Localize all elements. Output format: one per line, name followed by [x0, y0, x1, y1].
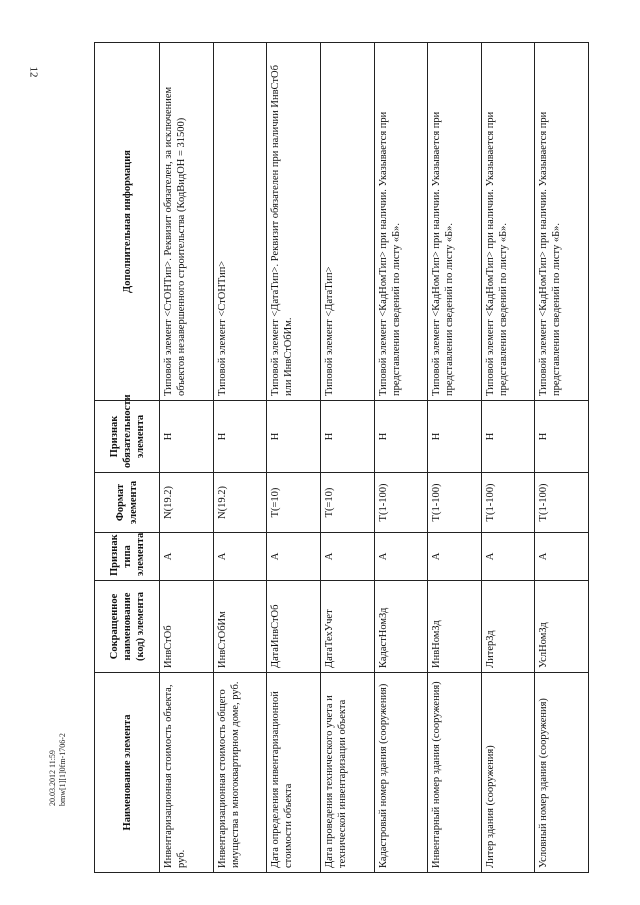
cell-type: А	[481, 533, 535, 581]
cell-name: Инвентаризационная стоимость объекта, руб.	[160, 673, 214, 873]
footer-stamp-line-1: 20.03.2012 11:59	[48, 750, 57, 806]
header-element-required: Признак обязательности элемента	[95, 401, 160, 473]
cell-required: Н	[374, 401, 428, 473]
table-row	[320, 43, 374, 873]
cell-required: Н	[320, 401, 374, 473]
cell-info: Типовой элемент <КадНомТип> при наличии. Указывается при представлении сведений по листу «Б».	[481, 43, 535, 401]
cell-type: А	[160, 533, 214, 581]
cell-code: ИнвНомЗд	[428, 581, 482, 673]
table-row	[535, 43, 589, 873]
cell-code: ЛитерЗд	[481, 581, 535, 673]
cell-name: Кадастровый номер здания (сооружения)	[374, 673, 428, 873]
cell-type: А	[213, 533, 267, 581]
table-row	[374, 43, 428, 873]
cell-code: КадастНомЗд	[374, 581, 428, 673]
cell-type: А	[428, 533, 482, 581]
cell-info: Типовой элемент <СтОНТип>	[213, 43, 267, 401]
cell-type: А	[320, 533, 374, 581]
header-element-name: Наименование элемента	[95, 673, 160, 873]
cell-format: T(=10)	[267, 473, 321, 533]
rotated-table-container	[94, 43, 589, 873]
table-row	[160, 43, 214, 873]
cell-required: Н	[428, 401, 482, 473]
cell-format: T(1-100)	[428, 473, 482, 533]
cell-format: T(1-100)	[374, 473, 428, 533]
cell-required: Н	[160, 401, 214, 473]
cell-type: А	[267, 533, 321, 581]
table-row	[267, 43, 321, 873]
footer-stamp	[48, 733, 68, 806]
footer-stamp-line-2: bmw[1][1]0fm-1706-2	[58, 733, 67, 806]
cell-code: ДатаИнвСтОб	[267, 581, 321, 673]
cell-name: Дата проведения технического учета и технической инвентаризации объекта	[320, 673, 374, 873]
cell-name: Условный номер здания (сооружения)	[535, 673, 589, 873]
cell-required: Н	[213, 401, 267, 473]
cell-required: Н	[481, 401, 535, 473]
cell-format: N(19.2)	[213, 473, 267, 533]
cell-code: ИнвСтОб	[160, 581, 214, 673]
cell-required: Н	[267, 401, 321, 473]
cell-format: T(1-100)	[481, 473, 535, 533]
header-additional-info: Дополнительная информация	[95, 43, 160, 401]
cell-name: Литер здания (сооружения)	[481, 673, 535, 873]
table-row	[428, 43, 482, 873]
cell-type: А	[535, 533, 589, 581]
table-row	[481, 43, 535, 873]
cell-format: N(19.2)	[160, 473, 214, 533]
page-number: 12	[27, 66, 40, 78]
header-element-code: Сокращенное наименование (код) элемента	[95, 581, 160, 673]
cell-info: Типовой элемент <КадНомТип> при наличии. Указывается при представлении сведений по листу «Б».	[535, 43, 589, 401]
cell-required: Н	[535, 401, 589, 473]
cell-info: Типовой элемент <СтОНТип>. Реквизит обязателен, за исключением объектов незавершенного строительства (КодВидОН = 31500)	[160, 43, 214, 401]
cell-info: Типовой элемент <КадНомТип> при наличии. Указывается при представлении сведений по листу «Б».	[374, 43, 428, 401]
cell-code: УслНомЗд	[535, 581, 589, 673]
cell-format: T(=10)	[320, 473, 374, 533]
header-element-format: Формат элемента	[95, 473, 160, 533]
header-element-type: Признак типа элемента	[95, 533, 160, 581]
cell-info: Типовой элемент <КадНомТип> при наличии. Указывается при представлении сведений по листу «Б».	[428, 43, 482, 401]
cell-info: Типовой элемент <ДатаТип>. Реквизит обязателен при наличии ИнвСтОб или ИнвСтОбИм.	[267, 43, 321, 401]
table-row	[213, 43, 267, 873]
elements-table	[94, 42, 589, 873]
cell-info: Типовой элемент <ДатаТип>	[320, 43, 374, 401]
cell-name: Инвентаризационная стоимость общего имущества в многоквартирном доме, руб.	[213, 673, 267, 873]
cell-format: T(1-100)	[535, 473, 589, 533]
table-header-row	[95, 43, 160, 873]
cell-type: А	[374, 533, 428, 581]
cell-name: Дата определения инвентаризационной стоимости объекта	[267, 673, 321, 873]
cell-code: ДатаТехУчет	[320, 581, 374, 673]
cell-name: Инвентарный номер здания (сооружения)	[428, 673, 482, 873]
cell-code: ИнвСтОбИм	[213, 581, 267, 673]
